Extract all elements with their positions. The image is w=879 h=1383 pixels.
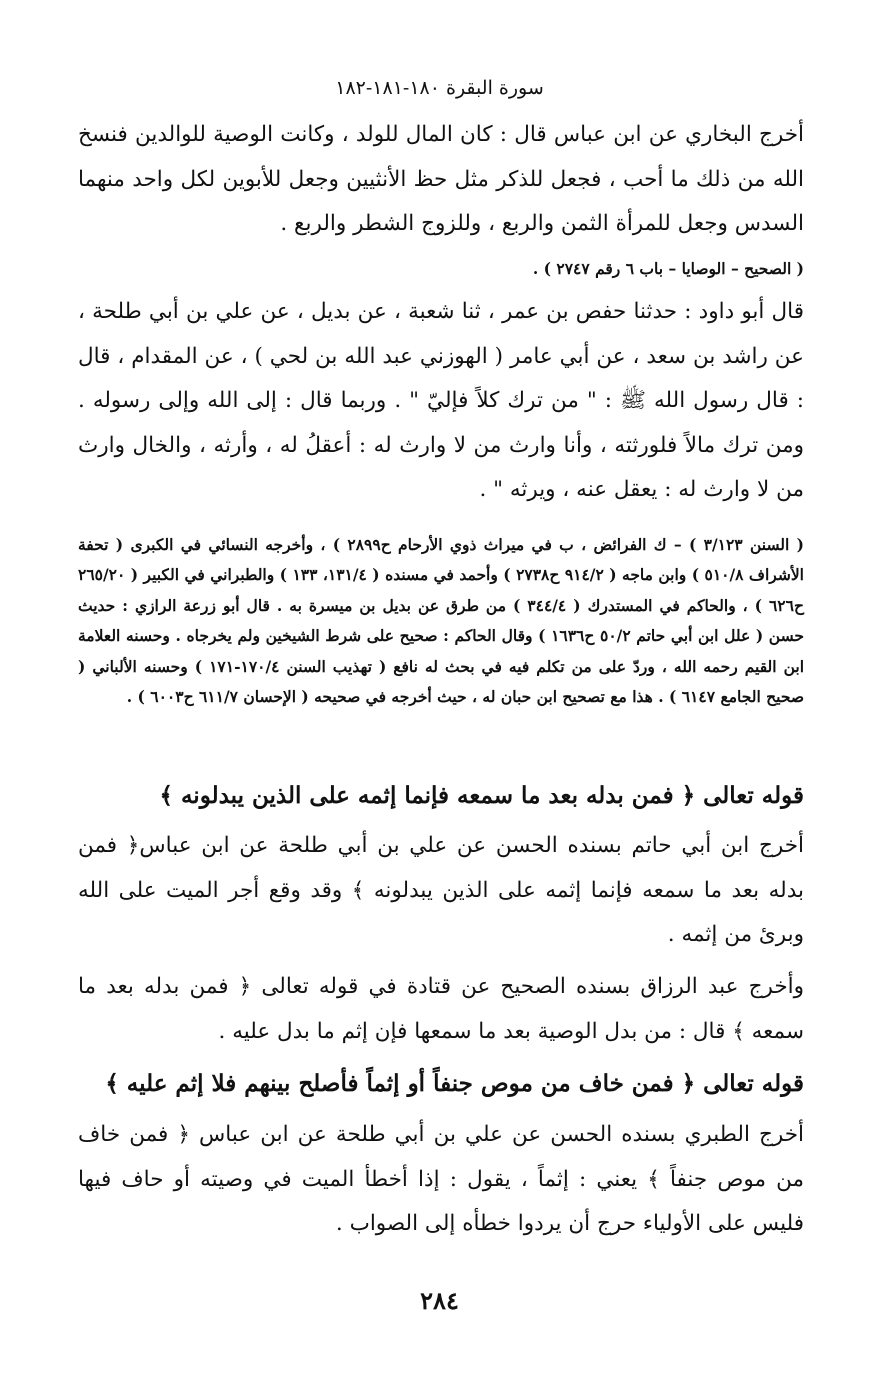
- verse-heading-1: قوله تعالى ﴿ فمن بدله بعد ما سمعه فإنما إثمه على الذين يبدلونه ﴾: [159, 782, 804, 809]
- running-header: سورة البقرة ١٨٠-١٨١-١٨٢: [335, 77, 544, 99]
- paragraph-tabari: أخرج الطبري بسنده الحسن عن علي بن أبي طلحة عن ابن عباس ﴿ فمن خاف من موص جنفاً ﴾ يعني : إثماً ، يقول : إذا أخطأ الميت في وصيته أو حاف فيها فليس على الأولياء حرج أن يردوا خطأه إلى الصواب .: [78, 1122, 804, 1236]
- paragraph-abdulrazzaq: وأخرج عبد الرزاق بسنده الصحيح عن قتادة في قوله تعالى ﴿ فمن بدله بعد ما سمعه ﴾ قال : من بدل الوصية بعد ما سمعها فإن إثم ما بدل عليه .: [78, 974, 804, 1044]
- page-number: ٢٨٤: [420, 1286, 459, 1315]
- verse-heading-2: قوله تعالى ﴿ فمن خاف من موص جنفاً أو إثماً فأصلح بينهم فلا إثم عليه ﴾: [105, 1070, 804, 1097]
- reference-bukhari: ( الصحيح – الوصايا – باب ٦ رقم ٢٧٤٧ ) .: [532, 259, 804, 278]
- footnote-abu-dawud: ( السنن ٣/١٢٣ ) – ك الفرائض ، ب في ميراث ذوي الأرحام ح٢٨٩٩ ) ، وأخرجه النسائي في الكبرى ( تحفة الأشراف ٥١٠/٨ ) وابن ماجه ( ٩١٤/٢ ح٢٧٣٨ ) وأحمد في مسنده ( ١٣١/٤، ١٣٣ ) والطبراني في الكبير ( ٢٦٥/٢٠ ح٦٢٦ ) ، والحاكم في المستدرك ( ٣٤٤/٤ ) من طرق عن بديل بن ميسرة به . قال أبو زرعة الرازي : حديث حسن ( علل ابن أبي حاتم ٥٠/٢ ح١٦٣٦ ) وقال الحاكم : صحيح على شرط الشيخين ولم يخرجاه . وحسنه العلامة ابن القيم رحمه الله ، وردّ على من تكلم فيه في بحث له نافع ( تهذيب السنن ١٧٠/٤-١٧١ ) وحسنه الألباني ( صحيح الجامع ٦١٤٧ ) . هذا مع تصحيح ابن حبان له ، حيث أخرجه في صحيحه ( الإحسان ٦١١/٧ ح٦٠٠٣ ) .: [78, 535, 805, 707]
- paragraph-ibn-abi-hatim: أخرج ابن أبي حاتم بسنده الحسن عن علي بن أبي طلحة عن ابن عباس﴿ فمن بدله بعد ما سمعه فإنما إثمه على الذين يبدلونه ﴾ وقد وقع أجر الميت على الله وبرئ من إثمه .: [78, 833, 804, 947]
- paragraph-abu-dawud: قال أبو داود : حدثنا حفص بن عمر ، ثنا شعبة ، عن بديل ، عن علي بن أبي طلحة ، عن راشد بن سعد ، عن أبي عامر ( الهوزني عبد الله بن لحي ) ، عن المقدام ، قال : قال رسول الله ﷺ : " من ترك كلاً فإليّ " . وربما قال : إلى الله وإلى رسوله . ومن ترك مالاً فلورثته ، وأنا وارث من لا وارث له : أعقلُ له ، وأرثه ، والخال وارث من لا وارث له : يعقل عنه ، ويرثه " .: [78, 299, 804, 502]
- paragraph-bukhari: أخرج البخاري عن ابن عباس قال : كان المال للولد ، وكانت الوصية للوالدين فنسخ الله من ذلك ما أحب ، فجعل للذكر مثل حظ الأنثيين وجعل للأبوين لكل واحد منهما السدس وجعل للمرأة الثمن والربع ، وللزوج الشطر والربع .: [78, 122, 804, 236]
